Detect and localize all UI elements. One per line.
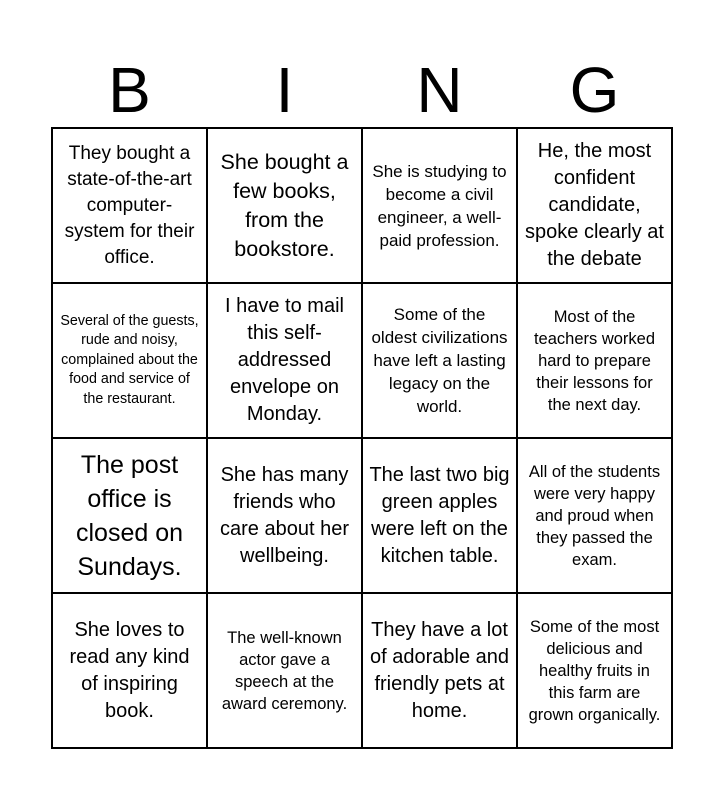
cell-text: I have to mail this self-addressed envelope on Monday. bbox=[225, 295, 344, 425]
bingo-cell-r4c1[interactable] bbox=[53, 594, 208, 749]
bingo-cell-r3c2[interactable] bbox=[208, 439, 363, 594]
cell-text: She has many friends who care about her wellbeing. bbox=[220, 463, 349, 567]
bingo-cell-r1c1[interactable] bbox=[53, 129, 208, 284]
cell-text: Some of the most delicious and healthy fruits in this farm are grown organically. bbox=[528, 617, 661, 724]
bingo-cell-r4c2[interactable] bbox=[208, 594, 363, 749]
header-letter-i: I bbox=[275, 54, 294, 126]
bingo-cell-r3c3[interactable] bbox=[363, 439, 518, 594]
bingo-cell-r3c4[interactable] bbox=[518, 439, 673, 594]
cell-text: The post office is closed on Sundays. bbox=[75, 450, 184, 581]
cell-text: Most of the teachers worked hard to prepare their lessons for the next day. bbox=[533, 307, 656, 414]
bingo-cell-r1c4[interactable] bbox=[518, 129, 673, 284]
bingo-cell-r1c2[interactable] bbox=[208, 129, 363, 284]
cell-text: They bought a state-of-the-art computer-system for their office. bbox=[64, 142, 195, 268]
header-letter-g: G bbox=[569, 54, 620, 126]
header-letter-n: N bbox=[416, 54, 463, 126]
bingo-cell-r4c3[interactable] bbox=[363, 594, 518, 749]
bingo-cell-r2c4[interactable] bbox=[518, 284, 673, 439]
cell-text: She is studying to become a civil engineer, a well-paid profession. bbox=[372, 161, 507, 250]
cell-text: She loves to read any kind of inspiring book. bbox=[69, 618, 190, 722]
bingo-cell-r1c3[interactable] bbox=[363, 129, 518, 284]
bingo-header bbox=[52, 50, 672, 128]
bingo-cell-r2c2[interactable] bbox=[208, 284, 363, 439]
cell-text: The last two big green apples were left on the kitchen table. bbox=[369, 463, 510, 567]
bingo-grid bbox=[51, 127, 673, 749]
cell-text: The well-known actor gave a speech at the award ceremony. bbox=[221, 628, 348, 713]
bingo-cell-r2c1[interactable] bbox=[53, 284, 208, 439]
cell-text: All of the students were very happy and proud when they passed the exam. bbox=[528, 462, 661, 569]
header-letter-b: B bbox=[108, 54, 151, 126]
bingo-cell-r2c3[interactable] bbox=[363, 284, 518, 439]
cell-text: Some of the oldest civilizations have left a lasting legacy on the world. bbox=[371, 305, 508, 416]
cell-text: They have a lot of adorable and friendly pets at home. bbox=[369, 618, 509, 722]
bingo-cell-r3c1[interactable] bbox=[53, 439, 208, 594]
cell-text: He, the most confident candidate, spoke clearly at the debate bbox=[525, 140, 664, 270]
cell-text: She bought a few books, from the bookstore. bbox=[220, 149, 349, 261]
bingo-cell-r4c4[interactable] bbox=[518, 594, 673, 749]
cell-text: Several of the guests, rude and noisy, complained about the food and service of the restaurant. bbox=[60, 312, 199, 407]
